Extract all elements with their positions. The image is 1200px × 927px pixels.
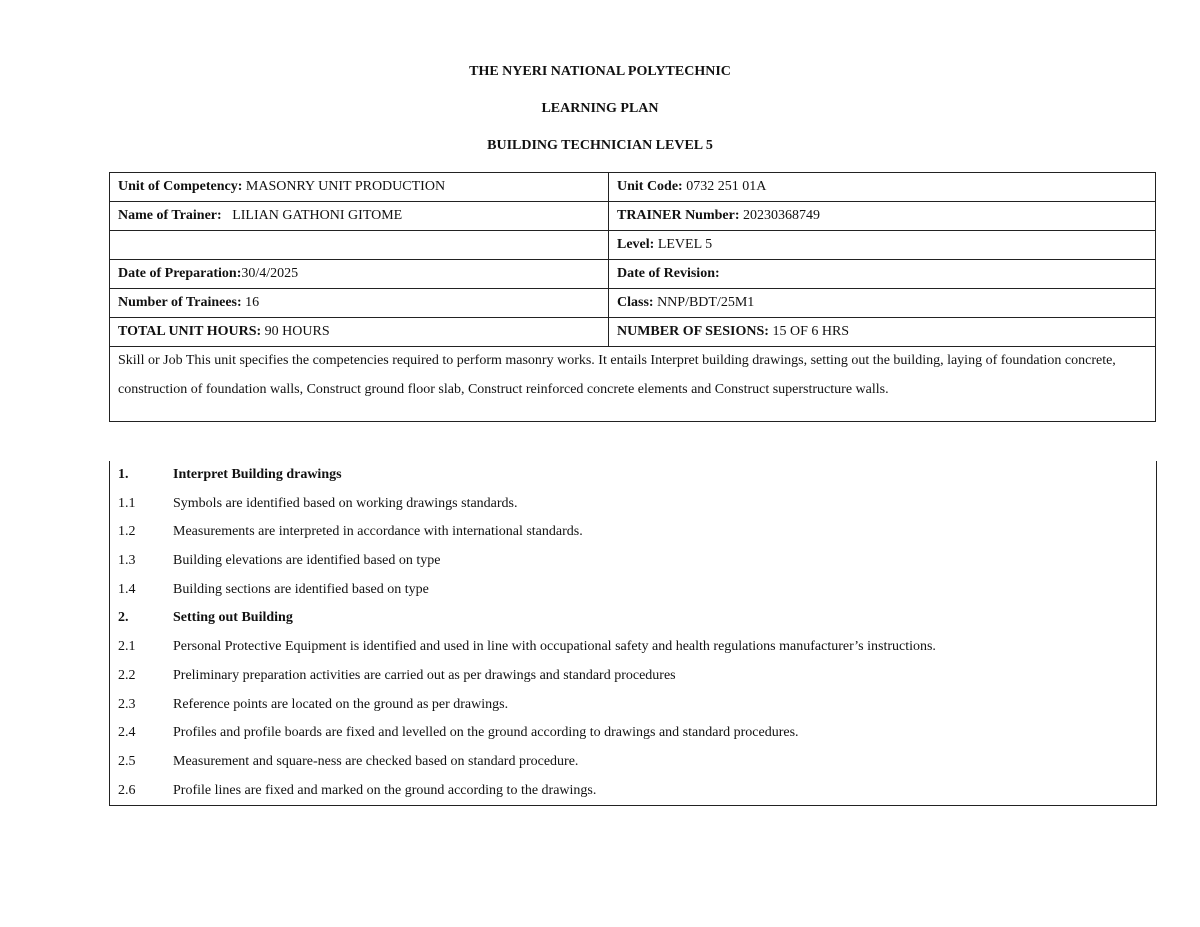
field-label: Unit of Competency: (118, 179, 243, 194)
item-text: Profiles and profile boards are fixed and levelled on the ground according to drawings and standard procedures. (173, 725, 799, 741)
course-title: BUILDING TECHNICIAN LEVEL 5 (487, 138, 713, 153)
list-item (110, 719, 1156, 748)
field-label: Date of Preparation: (118, 266, 242, 281)
field-label: Level: (617, 237, 655, 252)
info-cell (609, 318, 1156, 347)
info-row (110, 202, 1156, 231)
list-item (110, 748, 1156, 777)
list-item (110, 691, 1156, 720)
item-text: Profile lines are fixed and marked on the ground according to the drawings. (173, 782, 597, 798)
info-row (110, 260, 1156, 289)
field-value: NNP/BDT/25M1 (653, 295, 755, 310)
info-row (110, 318, 1156, 347)
item-text: Symbols are identified based on working drawings standards. (173, 495, 518, 511)
item-text: Building elevations are identified based on type (173, 553, 441, 569)
list-item (110, 518, 1156, 547)
item-text: Measurement and square-ness are checked based on standard procedure. (173, 753, 579, 769)
list-item (110, 547, 1156, 576)
field-value: 16 (241, 295, 260, 310)
field-label: TRAINER Number: (617, 208, 740, 223)
item-number: 2.2 (118, 667, 136, 683)
info-cell (609, 260, 1156, 289)
item-number: 2.3 (118, 696, 136, 712)
info-cell (609, 289, 1156, 318)
unit-description: Skill or Job This unit specifies the competencies required to perform masonry works. It entails Interpret building drawings, setting out the building, laying of foundation concrete, construction of foundation walls, Construct ground floor slab, Construct reinforced concrete elements and Construct superstructure walls. (110, 347, 1156, 422)
info-row (110, 231, 1156, 260)
field-value: 30/4/2025 (241, 266, 299, 281)
item-number: 1.3 (118, 553, 136, 569)
list-item (110, 777, 1156, 806)
info-cell (110, 173, 609, 202)
item-text: Personal Protective Equipment is identified and used in line with occupational safety and health regulations manufacturer’s instructions. (173, 639, 936, 655)
field-value: 0732 251 01A (682, 179, 767, 194)
item-number: 2.5 (118, 753, 136, 769)
field-value: 15 OF 6 HRS (768, 324, 850, 339)
section-heading (110, 461, 1156, 490)
field-value: 20230368749 (739, 208, 820, 223)
item-number: 1.2 (118, 524, 136, 540)
item-number: 2.1 (118, 639, 136, 655)
info-cell (110, 289, 609, 318)
item-number: 1.1 (118, 495, 136, 511)
item-number: 2. (118, 610, 129, 626)
field-value: LILIAN GATHONI GITOME (221, 208, 403, 223)
item-text: Building sections are identified based on type (173, 581, 429, 597)
list-item (110, 662, 1156, 691)
info-cell (110, 318, 609, 347)
list-item (110, 576, 1156, 605)
info-cell (609, 202, 1156, 231)
item-number: 1.4 (118, 581, 136, 597)
info-cell (110, 202, 609, 231)
section-heading (110, 604, 1156, 633)
info-cell (110, 260, 609, 289)
field-label: Number of Trainees: (118, 295, 242, 310)
field-value: MASONRY UNIT PRODUCTION (242, 179, 446, 194)
list-item (110, 633, 1156, 662)
item-text: Preliminary preparation activities are carried out as per drawings and standard procedures (173, 667, 676, 683)
item-number: 2.6 (118, 782, 136, 798)
info-row (110, 173, 1156, 202)
item-text: Measurements are interpreted in accordance with international standards. (173, 524, 583, 540)
item-number: 2.4 (118, 725, 136, 741)
list-item (110, 490, 1156, 519)
item-text: Setting out Building (173, 610, 293, 626)
field-label: Name of Trainer: (118, 208, 222, 223)
item-text: Interpret Building drawings (173, 467, 342, 482)
field-label: Date of Revision: (617, 266, 720, 281)
info-row (110, 289, 1156, 318)
field-label: TOTAL UNIT HOURS: (118, 324, 262, 339)
info-cell (609, 173, 1156, 202)
learning-outcomes-list (109, 461, 1157, 806)
document-title: LEARNING PLAN (541, 101, 659, 116)
field-value: 90 HOURS (261, 324, 330, 339)
info-table (109, 172, 1156, 422)
info-cell (609, 231, 1156, 260)
field-label: Class: (617, 295, 654, 310)
item-number: 1. (118, 467, 129, 482)
field-value: LEVEL 5 (654, 237, 713, 252)
info-cell (110, 231, 609, 260)
field-label: NUMBER OF SESIONS: (617, 324, 769, 339)
institution-title: THE NYERI NATIONAL POLYTECHNIC (469, 64, 731, 79)
field-label: Unit Code: (617, 179, 683, 194)
item-text: Reference points are located on the ground as per drawings. (173, 696, 509, 712)
